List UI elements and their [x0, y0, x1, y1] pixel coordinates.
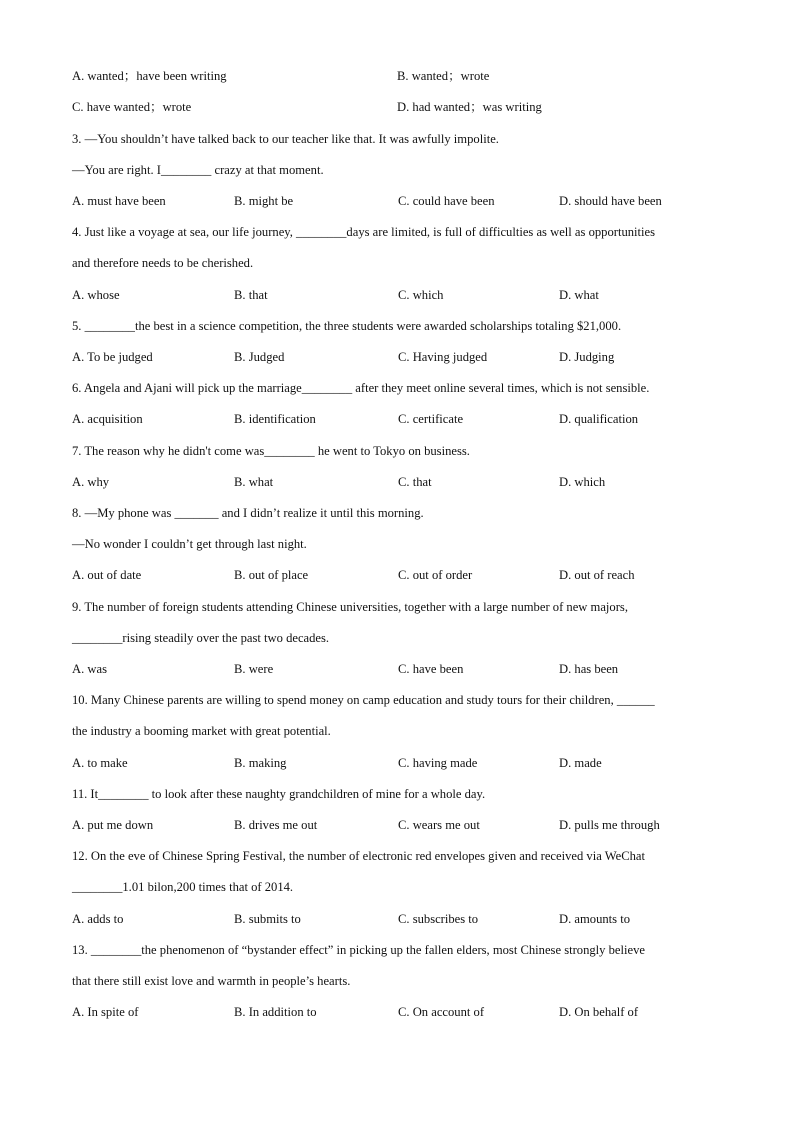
- answer-option: D. made: [559, 756, 602, 770]
- answer-option: B. submits to: [234, 912, 301, 926]
- answer-option: B. out of place: [234, 568, 309, 582]
- answer-option: A. adds to: [72, 912, 124, 926]
- question-text-line: 4. Just like a voyage at sea, our life journey, ________days are limited, is full of difficulties as well as opportunities: [72, 225, 656, 239]
- answer-option: B. were: [234, 662, 274, 676]
- answer-options-row: [0, 67, 794, 85]
- answer-options-row: [0, 348, 794, 366]
- answer-option: B. making: [234, 756, 287, 770]
- question-text-line: 5. ________the best in a science competition, the three students were awarded scholarships totaling $21,000.: [72, 319, 622, 333]
- answer-option: C. wears me out: [398, 818, 480, 832]
- question-text-line: 10. Many Chinese parents are willing to spend money on camp education and study tours for their children, ______: [72, 693, 655, 707]
- question-text-line: 6. Angela and Ajani will pick up the marriage________ after they meet online several times, which is not sensible.: [72, 381, 650, 395]
- answer-option: A. wanted；have been writing: [72, 69, 227, 83]
- answer-options-row: [0, 286, 794, 304]
- answer-options-row: [0, 910, 794, 928]
- answer-option: C. out of order: [398, 568, 473, 582]
- answer-options-row: [0, 98, 794, 116]
- question-text-line: —You are right. I________ crazy at that moment.: [72, 163, 324, 177]
- answer-option: C. have wanted；wrote: [72, 100, 192, 114]
- answer-options-row: [0, 192, 794, 210]
- answer-options-row: [0, 410, 794, 428]
- answer-option: B. what: [234, 475, 274, 489]
- answer-option: D. which: [559, 475, 606, 489]
- answer-option: D. has been: [559, 662, 619, 676]
- answer-options-row: [0, 754, 794, 772]
- answer-option: C. have been: [398, 662, 464, 676]
- answer-option: D. should have been: [559, 194, 662, 208]
- question-text-line: that there still exist love and warmth in people’s hearts.: [72, 974, 351, 988]
- question-text-line: and therefore needs to be cherished.: [72, 256, 254, 270]
- answer-option: A. why: [72, 475, 110, 489]
- answer-option: A. In spite of: [72, 1005, 139, 1019]
- answer-option: B. wanted；wrote: [397, 69, 490, 83]
- answer-option: D. On behalf of: [559, 1005, 639, 1019]
- answer-option: C. that: [398, 475, 432, 489]
- answer-option: A. To be judged: [72, 350, 153, 364]
- answer-option: B. that: [234, 288, 268, 302]
- question-text-line: ________rising steadily over the past two decades.: [72, 631, 330, 645]
- answer-option: A. must have been: [72, 194, 166, 208]
- question-text-line: 7. The reason why he didn't come was________ he went to Tokyo on business.: [72, 444, 470, 458]
- answer-option: B. drives me out: [234, 818, 318, 832]
- question-text-line: 3. —You shouldn’t have talked back to our teacher like that. It was awfully impolite.: [72, 132, 499, 146]
- answer-option: A. put me down: [72, 818, 154, 832]
- answer-option: D. qualification: [559, 412, 639, 426]
- question-text-line: 9. The number of foreign students attending Chinese universities, together with a large number of new majors,: [72, 600, 628, 614]
- answer-option: C. subscribes to: [398, 912, 479, 926]
- answer-option: C. having made: [398, 756, 478, 770]
- answer-options-row: [0, 473, 794, 491]
- answer-option: D. what: [559, 288, 599, 302]
- answer-option: B. might be: [234, 194, 294, 208]
- answer-option: B. identification: [234, 412, 316, 426]
- answer-option: A. out of date: [72, 568, 142, 582]
- answer-option: D. had wanted；was writing: [397, 100, 542, 114]
- question-text-line: 12. On the eve of Chinese Spring Festival, the number of electronic red envelopes given and received via WeChat: [72, 849, 645, 863]
- answer-options-row: [0, 566, 794, 584]
- question-text-line: —No wonder I couldn’t get through last night.: [72, 537, 307, 551]
- answer-option: C. Having judged: [398, 350, 488, 364]
- answer-option: B. Judged: [234, 350, 285, 364]
- answer-option: D. pulls me through: [559, 818, 660, 832]
- answer-option: A. acquisition: [72, 412, 143, 426]
- answer-option: D. amounts to: [559, 912, 631, 926]
- question-text-line: the industry a booming market with great potential.: [72, 724, 331, 738]
- answer-option: C. certificate: [398, 412, 464, 426]
- question-text-line: 13. ________the phenomenon of “bystander effect” in picking up the fallen elders, most Chinese strongly believe: [72, 943, 645, 957]
- answer-option: A. to make: [72, 756, 128, 770]
- question-text-line: ________1.01 bilon,200 times that of 2014.: [72, 880, 294, 894]
- answer-option: B. In addition to: [234, 1005, 317, 1019]
- answer-options-row: [0, 1003, 794, 1021]
- answer-option: C. which: [398, 288, 444, 302]
- answer-option: D. Judging: [559, 350, 615, 364]
- answer-option: C. could have been: [398, 194, 495, 208]
- answer-option: A. whose: [72, 288, 120, 302]
- answer-option: D. out of reach: [559, 568, 635, 582]
- question-text-line: 8. —My phone was _______ and I didn’t realize it until this morning.: [72, 506, 424, 520]
- question-text-line: 11. It________ to look after these naughty grandchildren of mine for a whole day.: [72, 787, 486, 801]
- answer-options-row: [0, 816, 794, 834]
- answer-option: A. was: [72, 662, 107, 676]
- answer-option: C. On account of: [398, 1005, 485, 1019]
- answer-options-row: [0, 660, 794, 678]
